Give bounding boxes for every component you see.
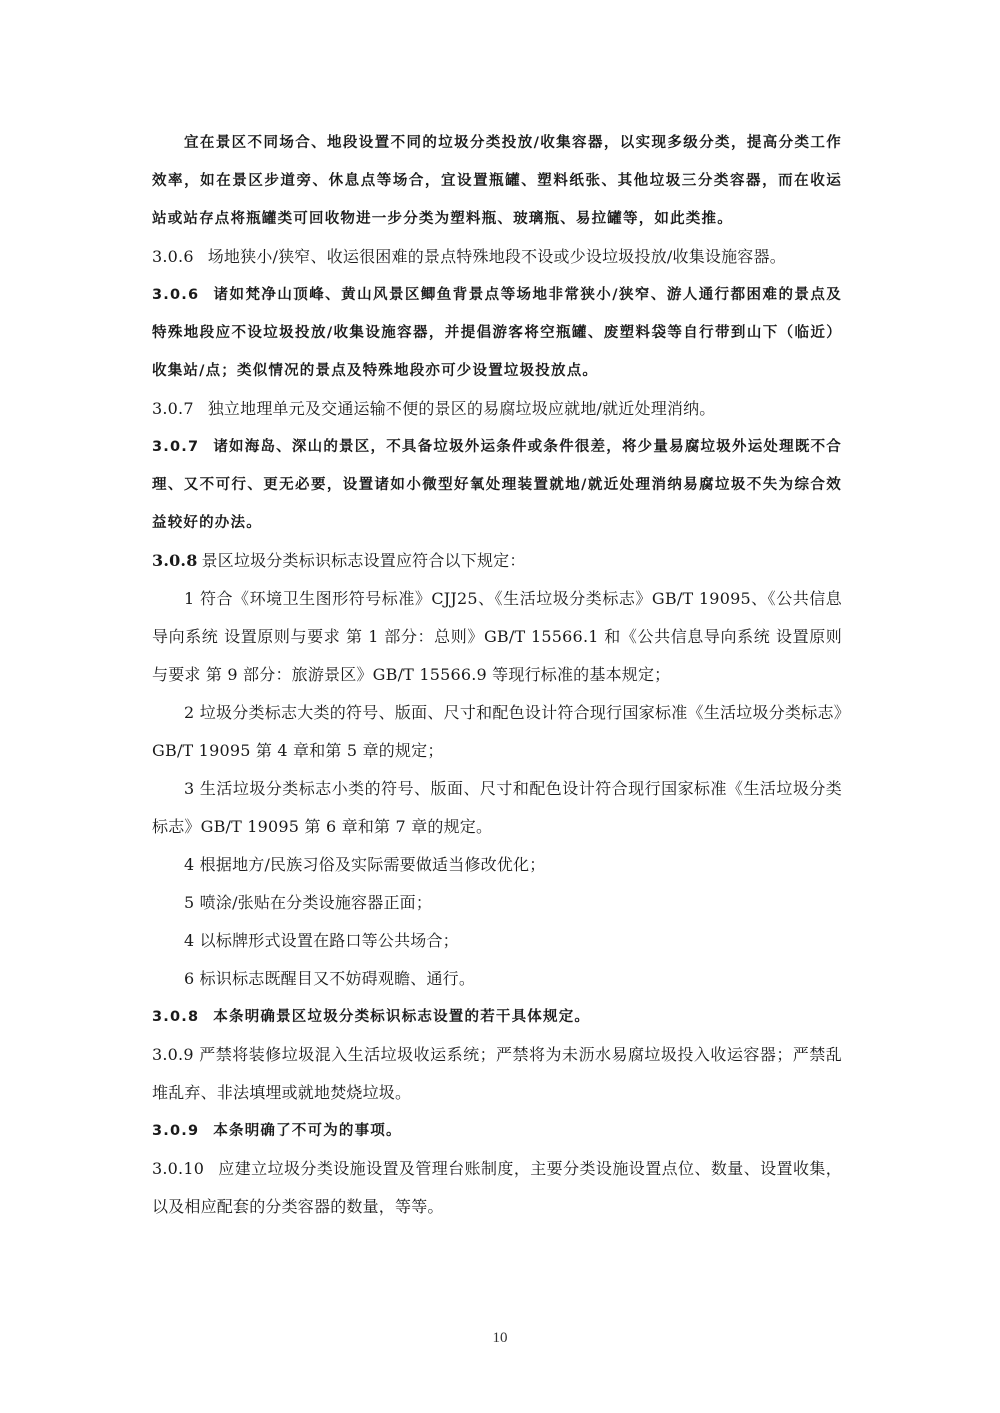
explanation-3-0-9 [152,1112,842,1150]
clause-number: 3.0.9 [152,1045,194,1064]
clause-text: 严禁将装修垃圾混入生活垃圾收运系统；严禁将为未沥水易腐垃圾投入收运容器；严禁乱堆乱弃、非法填埋或就地焚烧垃圾。 [152,1045,842,1102]
list-item-text: 5 喷涂/张贴在分类设施容器正面； [184,893,433,912]
clause-text: 场地狭小/狭窄、收运很困难的景点特殊地段不设或少设垃圾投放/收集设施容器。 [207,247,786,266]
list-item [152,884,842,922]
clause-3-0-9 [152,1036,842,1112]
explanation-number: 3.0.8 [152,1009,200,1025]
explanation-3-0-7 [152,428,842,542]
explanation-text: 本条明确了不可为的事项。 [213,1123,402,1139]
list-item-text: 6 标识标志既醒目又不妨碍观瞻、通行。 [184,969,476,988]
list-item [152,580,842,694]
explanation-3-0-6 [152,276,842,390]
clause-number: 3.0.10 [152,1159,205,1178]
list-item-text: 1 符合《环境卫生图形符号标准》CJJ25、《生活垃圾分类标志》GB/T 19095、《公共信息导向系统 设置原则与要求 第 1 部分：总则》GB/T 15566.1 和《公共信息导向系统 设置原则与要求 第 9 部分：旅游景区》GB/T 15566.9 等现行标准的基本规定； [152,589,842,684]
explanation-text: 本条明确景区垃圾分类标识标志设置的若干具体规定。 [213,1009,591,1025]
list-item-text: 4 以标牌形式设置在路口等公共场合； [184,931,459,950]
clause-3-0-10 [152,1150,842,1226]
list-item [152,694,842,770]
explanation-number: 3.0.6 [152,287,200,303]
list-item [152,960,842,998]
explanation-text: 诸如梵净山顶峰、黄山风景区鲫鱼背景点等场地非常狭小/狭窄、游人通行都困难的景点及特殊地段应不设垃圾投放/收集设施容器，并提倡游客将空瓶罐、废塑料袋等自行带到山下（临近）收集站/点；类似情况的景点及特殊地段亦可少设置垃圾投放点。 [152,287,842,379]
list-item-text: 4 根据地方/民族习俗及实际需要做适当修改优化； [184,855,546,874]
list-item [152,770,842,846]
clause-text: 应建立垃圾分类设施设置及管理台账制度，主要分类设施设置点位、数量、设置收集，以及相应配套的分类容器的数量，等等。 [152,1159,842,1216]
list-item [152,846,842,884]
clause-3-0-8 [152,542,842,580]
list-item-text: 3 生活垃圾分类标志小类的符号、版面、尺寸和配色设计符合现行国家标准《生活垃圾分类标志》GB/T 19095 第 6 章和第 7 章的规定。 [152,779,842,836]
clause-text: 独立地理单元及交通运输不便的景区的易腐垃圾应就地/就近处理消纳。 [207,399,716,418]
clause-3-0-6 [152,238,842,276]
clause-number: 3.0.6 [152,247,194,266]
document-body [152,124,842,1226]
list-item [152,922,842,960]
clause-3-0-7 [152,390,842,428]
clause-number: 3.0.8 [152,551,198,570]
list-item-text: 2 垃圾分类标志大类的符号、版面、尺寸和配色设计符合现行国家标准《生活垃圾分类标志》GB/T 19095 第 4 章和第 5 章的规定； [152,703,842,760]
page-number: 10 [492,1330,508,1346]
explanation-number: 3.0.7 [152,439,200,455]
explanation-paragraph [152,124,842,238]
clause-text: 景区垃圾分类标识标志设置应符合以下规定： [201,551,526,570]
explanation-number: 3.0.9 [152,1123,200,1139]
explanation-text: 诸如海岛、深山的景区，不具备垃圾外运条件或条件很差，将少量易腐垃圾外运处理既不合理、又不可行、更无必要，设置诸如小微型好氧处理装置就地/就近处理消纳易腐垃圾不失为综合效益较好的办法。 [152,439,842,531]
clause-number: 3.0.7 [152,399,194,418]
paragraph-text: 宜在景区不同场合、地段设置不同的垃圾分类投放/收集容器，以实现多级分类，提高分类工作效率，如在景区步道旁、休息点等场合，宜设置瓶罐、塑料纸张、其他垃圾三分类容器，而在收运站或站存点将瓶罐类可回收物进一步分类为塑料瓶、玻璃瓶、易拉罐等，如此类推。 [152,135,842,227]
explanation-3-0-8 [152,998,842,1036]
